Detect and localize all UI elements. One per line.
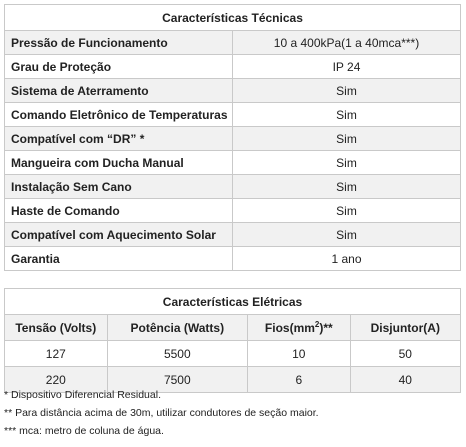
spec-value: IP 24 bbox=[233, 55, 461, 79]
cell-power: 7500 bbox=[107, 367, 247, 393]
cell-voltage: 127 bbox=[5, 341, 108, 367]
table-row bbox=[5, 103, 461, 127]
table-row bbox=[5, 199, 461, 223]
spec-value: Sim bbox=[233, 79, 461, 103]
wires-header-prefix: Fios(mm bbox=[264, 320, 315, 335]
spec-label: Sistema de Aterramento bbox=[5, 79, 233, 103]
spec-label: Pressão de Funcionamento bbox=[5, 31, 233, 55]
cell-power: 5500 bbox=[107, 341, 247, 367]
spec-label: Compatível com “DR” * bbox=[5, 127, 233, 151]
column-header-wires bbox=[248, 315, 351, 341]
column-header-breaker: Disjuntor(A) bbox=[350, 315, 460, 341]
column-header-voltage: Tensão (Volts) bbox=[5, 315, 108, 341]
spec-value: Sim bbox=[233, 223, 461, 247]
table-row bbox=[5, 247, 461, 271]
table-row bbox=[5, 341, 461, 367]
technical-specs-table bbox=[4, 4, 461, 271]
footnotes bbox=[4, 386, 319, 440]
table-header-row bbox=[5, 315, 461, 341]
table-row bbox=[5, 223, 461, 247]
electrical-specs-title: Características Elétricas bbox=[5, 289, 461, 315]
spec-label: Compatível com Aquecimento Solar bbox=[5, 223, 233, 247]
spec-label: Garantia bbox=[5, 247, 233, 271]
spec-value: Sim bbox=[233, 199, 461, 223]
cell-voltage: 220 bbox=[5, 367, 108, 393]
table-row bbox=[5, 127, 461, 151]
cell-wires: 6 bbox=[248, 367, 351, 393]
spec-label: Instalação Sem Cano bbox=[5, 175, 233, 199]
technical-specs-title: Características Técnicas bbox=[5, 5, 461, 31]
table-row bbox=[5, 151, 461, 175]
cell-breaker: 50 bbox=[350, 341, 460, 367]
spec-label: Comando Eletrônico de Temperaturas bbox=[5, 103, 233, 127]
spec-label: Grau de Proteção bbox=[5, 55, 233, 79]
table-row bbox=[5, 79, 461, 103]
spec-value: Sim bbox=[233, 127, 461, 151]
spec-value: Sim bbox=[233, 151, 461, 175]
spec-value: Sim bbox=[233, 175, 461, 199]
footnote-dr: * Dispositivo Diferencial Residual. bbox=[4, 389, 161, 401]
wires-header-suffix: )** bbox=[319, 320, 333, 335]
cell-wires: 10 bbox=[248, 341, 351, 367]
wires-header-superscript: 2 bbox=[314, 319, 320, 329]
spec-value: 10 a 400kPa(1 a 40mca***) bbox=[233, 31, 461, 55]
spec-label: Mangueira com Ducha Manual bbox=[5, 151, 233, 175]
table-row bbox=[5, 175, 461, 199]
table-row bbox=[5, 55, 461, 79]
cell-breaker: 40 bbox=[350, 367, 460, 393]
footnote-distance: ** Para distância acima de 30m, utilizar condutores de seção maior. bbox=[4, 407, 319, 419]
spec-value: Sim bbox=[233, 103, 461, 127]
spec-label: Haste de Comando bbox=[5, 199, 233, 223]
electrical-specs-table bbox=[4, 288, 461, 393]
footnote-mca: *** mca: metro de coluna de água. bbox=[4, 425, 164, 437]
table-row bbox=[5, 31, 461, 55]
column-header-power: Potência (Watts) bbox=[107, 315, 247, 341]
spec-value: 1 ano bbox=[233, 247, 461, 271]
